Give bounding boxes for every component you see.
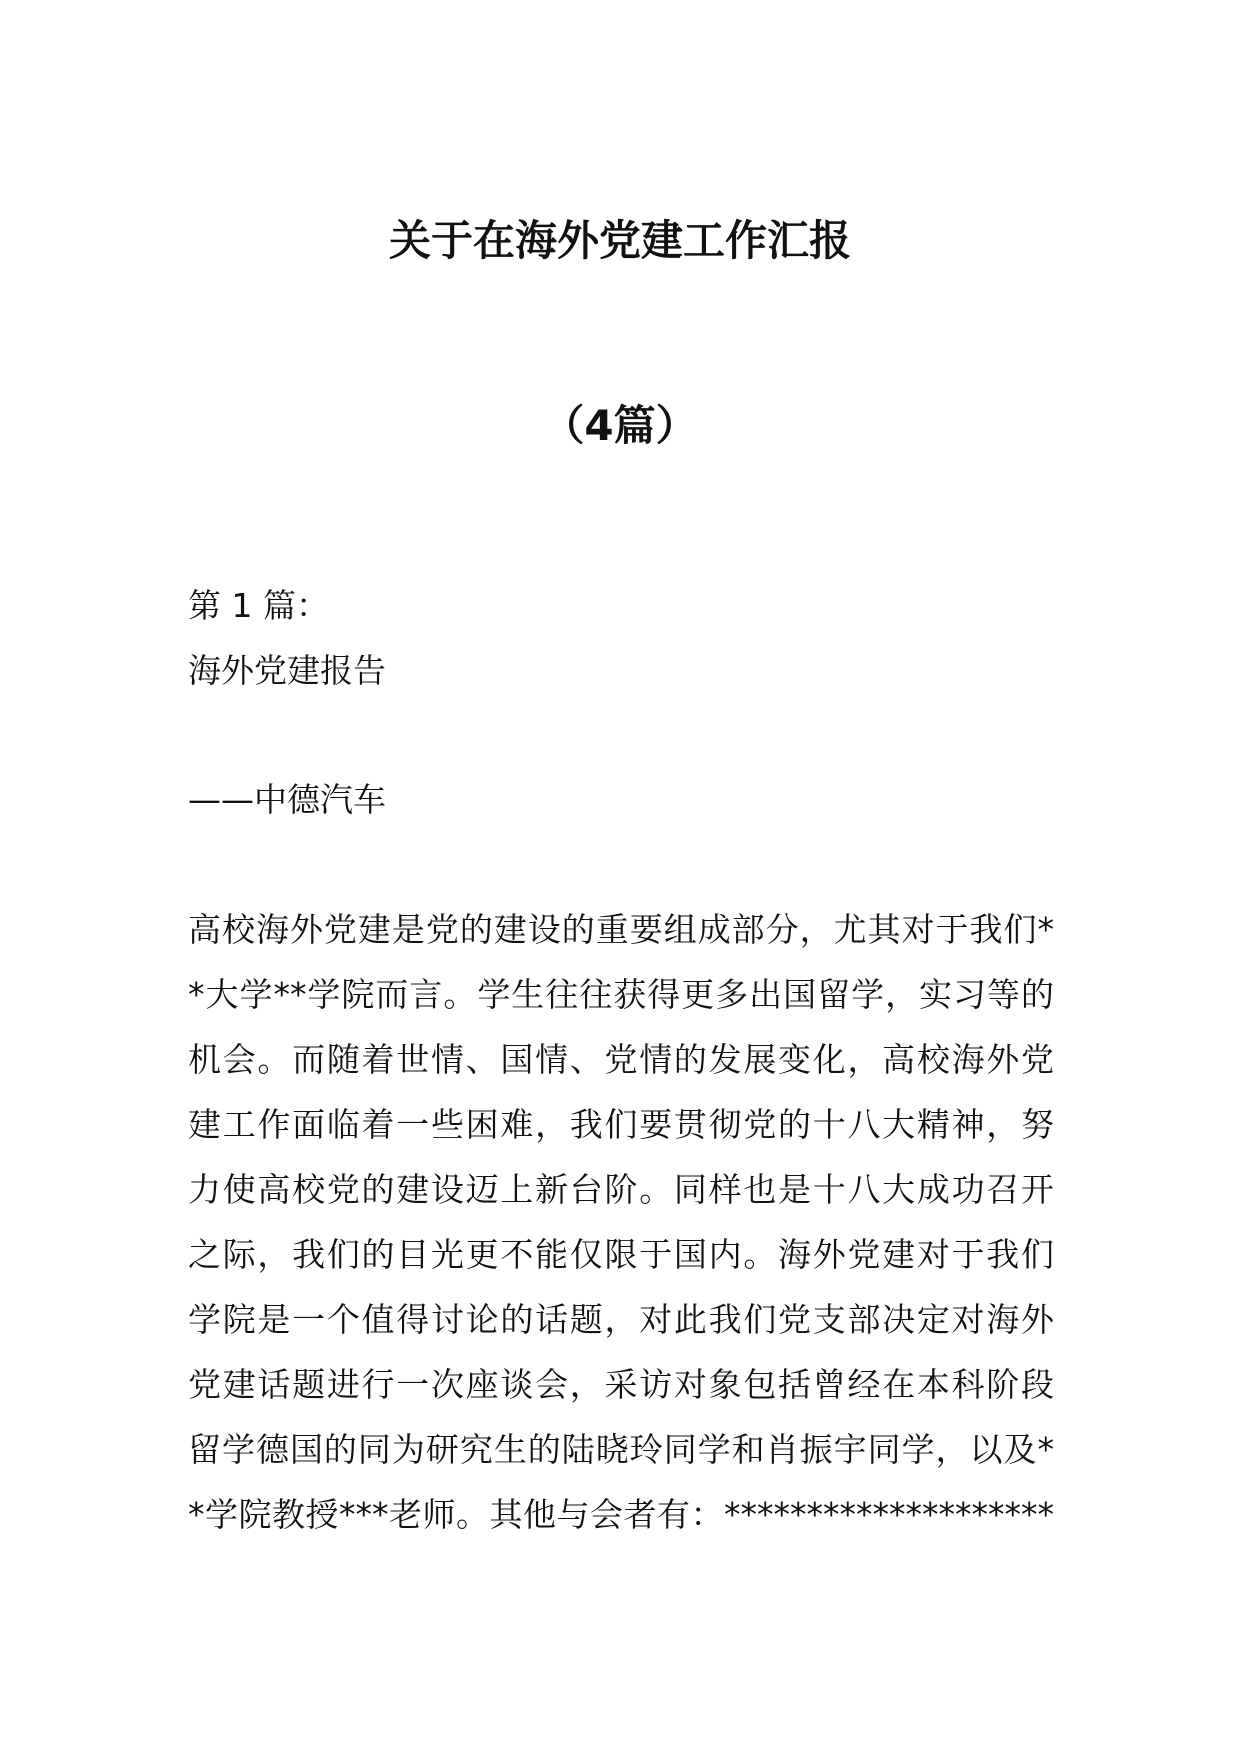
body-line: *大学**学院而言。学生往往获得更多出国留学，实习等的 [188, 975, 1054, 1014]
document-title: 关于在海外党建工作汇报 [388, 216, 851, 265]
body-line: 高校海外党建是党的建设的重要组成部分，尤其对于我们* [188, 910, 1054, 949]
body-line: *学院教授***老师。其他与会者有：******************** [188, 1495, 1054, 1534]
body-line: 机会。而随着世情、国情、党情的发展变化，高校海外党 [188, 1040, 1054, 1079]
body-line: 党建话题进行一次座谈会，采访对象包括曾经在本科阶段 [188, 1365, 1054, 1404]
body-line: 之际，我们的目光更不能仅限于国内。海外党建对于我们 [188, 1235, 1054, 1274]
body-line: 建工作面临着一些困难，我们要贯彻党的十八大精神，努 [188, 1105, 1054, 1144]
section-label: 第 1 篇： [188, 586, 329, 625]
document-subtitle: （4篇） [542, 401, 698, 450]
byline: ——中德汽车 [188, 780, 386, 819]
body-line: 力使高校党的建设迈上新台阶。同样也是十八大成功召开 [188, 1170, 1054, 1209]
body-line: 学院是一个值得讨论的话题，对此我们党支部决定对海外 [188, 1300, 1054, 1339]
body-line: 留学德国的同为研究生的陆晓玲同学和肖振宇同学，以及* [188, 1430, 1054, 1469]
section-title: 海外党建报告 [188, 651, 386, 690]
